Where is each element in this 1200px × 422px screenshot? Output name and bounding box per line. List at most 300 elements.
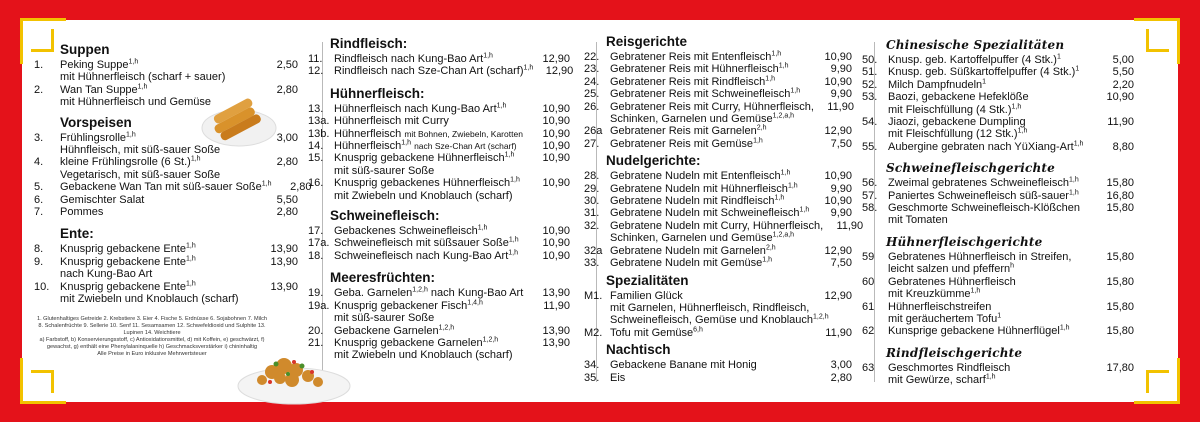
item-number: 15. (308, 152, 324, 165)
menu-item (34, 156, 298, 168)
item-number: 34. (584, 359, 600, 372)
item-name-text: Gebratener Reis mit Curry, Hühnerfleisch, (610, 100, 814, 113)
item-allergen-code: 1,h (477, 224, 488, 232)
item-allergen-code: h (1010, 262, 1015, 270)
item-description-text: Schweinefleisch, Gemüse und Knoblauch (610, 314, 814, 327)
item-number: 21. (308, 336, 324, 349)
item-allergen-code: 2,h (756, 124, 767, 132)
item-number: 61 (862, 300, 875, 313)
item-allergen-code: 1,2,h (482, 336, 499, 344)
item-allergen-code: 1,h (1017, 127, 1028, 135)
section-title-rindfleischgerichte: Rindfleischgerichte (886, 345, 1023, 360)
item-price: 10,90 (542, 237, 570, 250)
item-name-text: Schweinefleisch mit süßsauer Soße (334, 237, 509, 250)
item-price: 10,90 (542, 127, 570, 140)
item-number: 57. (862, 189, 878, 202)
item-name-text: Gebratenes Hühnerfleisch in Streifen, (888, 250, 1072, 263)
item-name (334, 250, 530, 262)
menu-item (584, 63, 852, 75)
item-description-text: mit süß-saurer Soße (334, 164, 435, 177)
item-name (610, 372, 812, 384)
ornament-corner-top-right (1134, 18, 1180, 64)
item-allergen-code: 1,h (790, 87, 801, 95)
item-name-text: Gebratener Reis mit Hühnerfleisch (610, 63, 779, 76)
item-number: 35. (584, 371, 600, 384)
item-price: 13,90 (270, 243, 298, 256)
menu-item (308, 287, 570, 299)
item-number: 23. (584, 63, 600, 76)
item-number: 29. (584, 182, 600, 195)
item-description-text: Schinken, Garnelen und Gemüse (610, 232, 773, 245)
item-allergen-code: 1,h (523, 64, 534, 72)
item-price: 15,80 (1106, 275, 1134, 288)
item-name-text: Gebratene Nudeln mit Gemüse (610, 257, 763, 270)
item-number: 6. (34, 193, 44, 206)
item-number: 16. (308, 177, 324, 190)
item-allergen-code: 1,h (1011, 102, 1022, 110)
item-name-text: Knusp. geb. Kartoffelpuffer (4 Stk.) (888, 54, 1057, 66)
item-number: 1. (34, 59, 44, 71)
item-allergen-code: 1,h (261, 180, 272, 188)
item-price: 12,90 (545, 65, 574, 78)
item-number: 24. (584, 75, 600, 88)
item-price: 11,90 (543, 299, 570, 312)
section-nachtisch (584, 359, 852, 384)
item-name-text: Gebratener Reis mit Rindfleisch (610, 75, 766, 88)
item-name (60, 156, 258, 168)
item-name-text: Hühnerfleisch (334, 127, 402, 140)
menu-item (584, 76, 852, 88)
item-name (60, 243, 258, 255)
item-number: 12. (308, 65, 324, 78)
item-name (610, 138, 812, 150)
item-number: 52. (862, 78, 878, 91)
menu-item (584, 125, 852, 137)
item-name-text: Gebackene Banane mit Honig (610, 359, 757, 372)
item-description-text: mit Tomaten (888, 214, 948, 227)
menu-item (862, 325, 1134, 337)
item-price: 9,90 (830, 182, 852, 195)
section-rindfleisch (308, 52, 574, 78)
item-price: 11,90 (836, 219, 864, 232)
item-name-text: Kunsprige gebackene Hühnerflügel (888, 325, 1060, 338)
item-price: 2,20 (1112, 78, 1134, 91)
item-number: 26a (584, 125, 603, 138)
item-name-text: kleine Frühlingsrolle (6 St.) (60, 156, 191, 169)
item-name (610, 220, 823, 232)
item-price: 13,90 (542, 324, 570, 337)
menu-column-3 (584, 14, 864, 384)
item-name (60, 194, 258, 206)
item-name (610, 290, 812, 302)
item-name-text: Geschmortes Rindfleisch (888, 361, 1011, 374)
item-name-text: Rindfleisch nach Sze-Chan Art (scharf) (334, 65, 524, 78)
item-allergen-code: 1,h (508, 236, 519, 244)
section-title-ente: Ente: (60, 226, 94, 242)
item-description (862, 214, 1134, 226)
item-name-text: Frühlingsrolle (60, 131, 127, 144)
item-price: 11,90 (827, 100, 854, 113)
item-name-tail: nach Kung-Bao Art (427, 287, 524, 300)
item-name (610, 88, 812, 100)
item-name-text: Gebratene Nudeln mit Entenfleisch (610, 170, 781, 183)
item-name (334, 103, 530, 115)
item-price: 15,80 (1106, 325, 1134, 338)
menu-item (34, 281, 298, 293)
menu-item (862, 251, 1134, 263)
item-name-text: Knusprig gebackene Hühnerfleisch (334, 152, 505, 165)
chicken-dish-plate-image (232, 338, 352, 408)
item-allergen-code: 1,h (496, 102, 507, 110)
menu-item (584, 170, 852, 182)
item-allergen-code: 1,2,h (813, 313, 829, 321)
menu-item (862, 141, 1134, 153)
item-name-text: Gebratene Nudeln mit Garnelen (610, 244, 766, 257)
menu-item (584, 245, 852, 257)
item-allergen-code: 1,2,a,h (772, 112, 795, 120)
item-name (334, 325, 530, 337)
item-description (584, 314, 852, 326)
item-name-text: Gebratene Nudeln mit Hühnerfleisch (610, 182, 788, 195)
item-allergen-code: 1,h (778, 62, 789, 70)
item-price: 2,50 (276, 59, 298, 71)
item-price: 11,90 (1107, 116, 1134, 129)
item-price: 12,90 (824, 289, 852, 302)
item-price: 9,90 (830, 207, 852, 220)
item-price: 10,90 (542, 152, 570, 165)
item-description (308, 312, 570, 324)
section-title-schweinefleisch: Schweinefleisch: (330, 208, 440, 224)
item-number: 8. (34, 243, 44, 256)
item-name-text: Schweinefleisch nach Kung-Bao Art (334, 249, 509, 262)
item-name-text: Gebackene Wan Tan mit süß-sauer Soße (60, 181, 262, 194)
menu-item (308, 177, 570, 189)
menu-item (862, 79, 1134, 91)
item-name-text: Pommes (60, 206, 104, 219)
section-title-rindfleisch: Rindfleisch: (330, 36, 408, 51)
item-number: M2. (584, 326, 603, 339)
item-name (888, 79, 1094, 91)
item-name (610, 51, 812, 63)
item-name-text: Gebackene Garnelen (334, 324, 439, 337)
item-name (888, 362, 1094, 374)
item-number: 17. (308, 225, 324, 238)
item-price: 10,90 (542, 140, 570, 153)
item-price: 2,80 (830, 371, 852, 384)
menu-item (308, 115, 570, 127)
item-name-text: Gemischter Salat (60, 193, 145, 206)
item-number: 59 (862, 250, 875, 263)
item-number: 27. (584, 137, 600, 150)
menu-item (584, 195, 852, 207)
item-name (334, 225, 530, 237)
menu-item (34, 59, 298, 71)
menu-item (862, 91, 1134, 103)
item-price: 8,80 (1112, 140, 1134, 153)
item-description (34, 293, 298, 305)
item-name-text: Aubergine gebraten nach YüXiang-Art (888, 140, 1074, 153)
item-allergen-code: 1,h (137, 83, 148, 91)
menu-item (862, 202, 1134, 214)
item-name (334, 287, 530, 299)
menu-item (308, 300, 570, 312)
item-name (610, 125, 812, 137)
item-name-text: Gebratener Reis mit Entenfleisch (610, 51, 772, 63)
menu-item (862, 177, 1134, 189)
item-number: 19. (308, 287, 324, 300)
item-description (34, 268, 298, 280)
item-number: 2. (34, 83, 44, 96)
item-name-text: Tofu mit Gemüse (610, 326, 694, 339)
item-price: 2,80 (276, 83, 298, 96)
item-price: 5,00 (1112, 54, 1134, 66)
item-allergen-code: 1,h (504, 151, 515, 159)
item-allergen-code: 1,h (753, 137, 763, 145)
menu-item (34, 206, 298, 218)
item-name-text: Gebratener Reis mit Gemüse (610, 137, 754, 150)
item-name (610, 207, 812, 219)
item-allergen-code: 2,h (765, 244, 776, 252)
item-name (60, 59, 258, 71)
menu-item (34, 180, 312, 194)
item-allergen-code: 1,h (1073, 140, 1084, 148)
item-name-text: Gebratener Reis mit Garnelen (610, 125, 757, 138)
item-name-text: Geba. Garnelen (334, 287, 413, 300)
item-number: 31. (584, 207, 600, 220)
item-name (60, 181, 272, 193)
item-description-text: leicht salzen und pfeffern (888, 263, 1011, 276)
item-description-text: Hühnfleisch, mit süß-sauer Soße (60, 144, 221, 157)
item-name (888, 141, 1094, 153)
item-price: 12,90 (824, 244, 852, 257)
item-number: 32a (584, 244, 603, 257)
menu-item (308, 140, 570, 152)
item-price: 12,90 (542, 53, 570, 65)
item-description-text: mit Kreuzkümme (888, 288, 971, 301)
section-title-chinesische-spezialitaeten: Chinesische Spezialitäten (886, 38, 1065, 52)
item-number: 28. (584, 170, 600, 183)
item-price: 15,80 (1106, 202, 1134, 215)
menu-item (308, 64, 574, 78)
menu-column-2 (308, 14, 574, 362)
item-allergen-code: 1,h (510, 176, 520, 184)
item-name (334, 237, 530, 249)
item-name (610, 195, 812, 207)
item-number: 26. (584, 100, 600, 113)
item-number: 13. (308, 102, 324, 115)
item-number: 13a. (308, 115, 330, 128)
item-name-text: Hühnerfleisch nach Kung-Bao Art (334, 102, 497, 115)
menu-item (584, 219, 864, 232)
item-number: 53. (862, 91, 878, 104)
item-number: 25. (584, 88, 600, 101)
item-name (334, 65, 533, 77)
menu-item (584, 257, 852, 269)
item-allergen-code: 1,h (762, 256, 772, 264)
item-number: 54. (862, 116, 878, 129)
item-name (610, 257, 812, 269)
item-allergen-code: 1 (997, 312, 1002, 320)
item-name (888, 54, 1094, 66)
item-description-text: mit Hühnerfleisch und Gemüse (60, 96, 212, 109)
item-price: 16,80 (1106, 189, 1134, 202)
item-number: 50. (862, 54, 878, 66)
item-name-text: Gebratenes Hühnerfleisch (888, 275, 1016, 288)
item-allergen-code: 1,2,h (438, 323, 455, 331)
section-title-nudelgerichte: Nudelgerichte: (606, 153, 701, 169)
item-description (584, 232, 852, 244)
item-price: 10,90 (824, 170, 852, 183)
menu-item (308, 250, 570, 262)
item-allergen-code: 1,h (985, 373, 996, 381)
item-number: M1. (584, 289, 603, 302)
menu-item (862, 276, 1134, 288)
item-name (888, 251, 1094, 263)
item-name (60, 206, 258, 218)
item-number: 56. (862, 177, 878, 190)
item-name (610, 183, 812, 195)
section-title-huehnerfleisch: Hühnerfleisch: (330, 85, 425, 101)
item-price: 15,80 (1106, 250, 1134, 263)
menu-item (584, 207, 852, 219)
item-number: 51. (862, 66, 878, 79)
section-huehnerfleischgerichte (862, 251, 1134, 338)
item-name-text: Gebackenes Schweinefleisch (334, 225, 478, 238)
item-allergen-code: 1,h (126, 130, 136, 138)
spring-roll-plate-image (200, 92, 278, 148)
item-name-text: Milch Dampfnudeln (888, 78, 983, 91)
item-allergen-code: 1,h (771, 50, 782, 58)
section-huehnerfleisch (308, 103, 570, 202)
item-number: 18. (308, 249, 324, 262)
allergen-footnote: 1. Glutenhaltiges Getreide 2. Krebstiere 3. Eier 4. Fische 5. Erdnüsse 6. Sojabohnen 7. Milch 8. Schalenfrüchte 9. Sellerie 10. Senf 11. Sesamsamen 12. Schwefeldioxid und Sulphite 13. Lupinen 14. Weichtiere a) Farbstoff, b) Konservierungsstoff, c) Antioxidationsmittel, d) mit Koffein, e) geschwärzt, f) gewachst, g) enthält eine Phenylalaninquelle h) Geschmacksverstärker i) chininhaltig Alle Preise in Euro inklusive Mehrwertsteuer (36, 315, 268, 357)
item-name (334, 140, 530, 152)
item-description (862, 313, 1134, 325)
item-note: mit Bohnen, Zwiebeln, Karotten (404, 128, 523, 139)
item-description-text: Schinken, Garnelen und Gemüse (610, 113, 773, 126)
menu-item (862, 54, 1134, 66)
menu-item (584, 101, 852, 113)
item-allergen-code: 1,h (970, 287, 981, 295)
item-name (888, 190, 1094, 202)
menu-item (862, 190, 1134, 202)
item-allergen-code: 1,h (128, 58, 139, 66)
item-name-text: Knusprig gebackener Fisch (334, 299, 468, 312)
item-price: 10,90 (824, 195, 852, 208)
item-price: 5,50 (276, 193, 298, 206)
item-name-text: Knusp. geb. Süßkartoffelpuffer (4 Stk.) (888, 66, 1076, 79)
item-description (862, 104, 1134, 116)
item-name (888, 301, 1094, 313)
menu-column-4 (862, 14, 1134, 387)
item-name (334, 177, 530, 189)
item-name-text: Gebratene Nudeln mit Rindfleisch (610, 195, 775, 208)
item-name (334, 152, 530, 164)
item-name (888, 276, 1094, 288)
item-price: 10,90 (542, 115, 570, 128)
item-number: 13b. (308, 127, 330, 140)
item-description-text: mit Fleischfüllung (4 Stk.) (888, 103, 1012, 116)
item-allergen-code: 1 (982, 78, 987, 86)
item-description-text: nach Kung-Bao Art (60, 268, 153, 281)
item-name (334, 128, 530, 140)
item-description-text: mit Gewürze, scharf (888, 374, 986, 387)
item-description (308, 190, 570, 202)
item-name (888, 66, 1094, 78)
item-name (334, 53, 530, 65)
item-name (888, 177, 1094, 189)
item-name-text: Gebratene Nudeln mit Curry, Hühnerfleisch, (610, 219, 824, 232)
item-price: 2,80 (276, 206, 298, 219)
item-price: 9,90 (830, 88, 852, 101)
item-allergen-code: 1,h (774, 194, 785, 202)
item-allergen-code: 1 (1056, 53, 1061, 61)
item-price: 10,90 (824, 75, 852, 88)
menu-item (584, 359, 852, 371)
item-number: 33. (584, 257, 600, 270)
menu-item (308, 53, 570, 65)
section-title-suppen: Suppen (60, 42, 110, 57)
item-description (862, 288, 1134, 300)
item-name-text: Hühnerfleisch mit Curry (334, 115, 449, 128)
item-description-text: mit Garnelen, Hühnerfleisch, Rindfleisch, (610, 301, 810, 314)
item-price: 15,80 (1106, 177, 1134, 190)
menu-item (584, 183, 852, 195)
section-schweinefleischgerichte (862, 177, 1134, 227)
item-number: 5. (34, 181, 44, 194)
item-name-text: Hühnerfleisch (334, 140, 402, 153)
item-name-text: Geschmorte Schweinefleisch-Klößchen (888, 202, 1080, 215)
item-name-text: Gebratener Reis mit Schweinefleisch (610, 88, 791, 101)
item-description (34, 71, 298, 83)
ornament-corner-bottom-left (20, 358, 66, 404)
menu-item (584, 327, 852, 339)
item-allergen-code: 1,2,a,h (772, 231, 795, 239)
item-description (862, 374, 1134, 386)
item-name (610, 76, 812, 88)
item-name-text: Knusprig gebackene Ente (60, 243, 186, 256)
item-price: 13,90 (542, 287, 570, 300)
item-name (60, 281, 258, 293)
item-name (610, 63, 812, 75)
item-number: 10. (34, 280, 50, 293)
item-allergen-code: 1,h (787, 182, 798, 189)
item-allergen-code: 1 (1075, 65, 1080, 73)
item-name (888, 116, 1094, 128)
item-description-text: mit Hühnerfleisch (scharf + sauer) (60, 71, 226, 84)
item-number: 3. (34, 131, 44, 144)
item-price: 2,80 (290, 181, 312, 194)
menu-item (34, 243, 298, 255)
item-allergen-code: 1,4,h (467, 299, 483, 307)
ornament-corner-bottom-right (1134, 358, 1180, 404)
item-allergen-code: 1,2,h (412, 286, 428, 294)
item-name-text: Knusprig gebackene Ente (60, 280, 186, 293)
item-number: 14. (308, 140, 324, 153)
item-allergen-code: 1,h (508, 249, 519, 257)
item-allergen-code: 1,h (780, 169, 791, 177)
menu-item (308, 103, 570, 115)
item-number: 9. (34, 255, 44, 268)
section-title-reisgerichte: Reisgerichte (606, 34, 688, 49)
section-spezialitaeten (584, 290, 852, 340)
item-number: 60 (862, 275, 875, 288)
item-allergen-code: 6,h (693, 326, 703, 334)
item-price: 10,90 (542, 249, 570, 262)
item-number: 55. (862, 140, 878, 153)
item-number: 32. (584, 219, 600, 232)
item-number: 30. (584, 195, 600, 208)
